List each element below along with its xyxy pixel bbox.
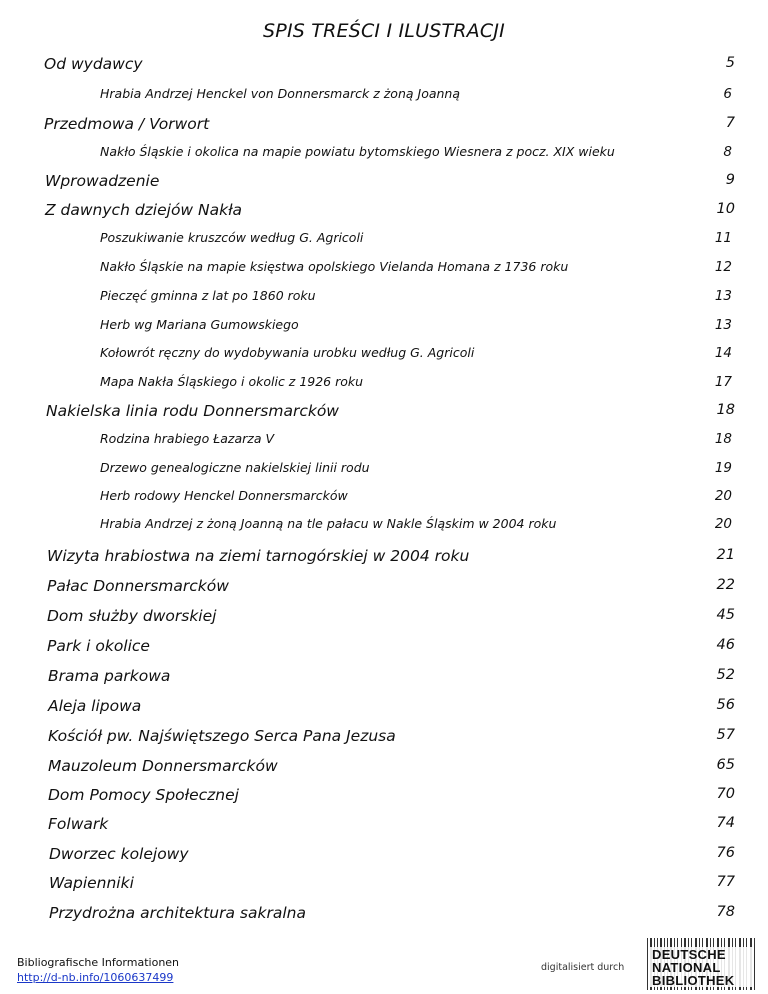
digitalized-by-label: digitalisiert durch — [541, 962, 625, 973]
toc-entry[interactable] — [0, 874, 768, 898]
toc-entry-title: Wprowadzenie — [45, 172, 160, 190]
dnb-line-3: BIBLIOTHEK — [652, 973, 735, 988]
toc-entry-page-number: 13 — [714, 317, 732, 333]
toc-entry-page-number: 57 — [716, 727, 735, 743]
toc-entry-page-number: 56 — [716, 697, 735, 713]
toc-entry-title: Park i okolice — [47, 637, 150, 655]
toc-entry-page-number: 8 — [723, 144, 732, 160]
toc-entry-page-number: 9 — [725, 172, 735, 188]
toc-entry[interactable] — [0, 637, 768, 661]
toc-entry-page-number: 21 — [716, 547, 735, 563]
dnb-line-2: NATIONAL — [652, 960, 721, 975]
toc-entry-page-number: 52 — [716, 667, 735, 683]
toc-entry-page-number: 13 — [714, 288, 732, 304]
dnb-record-link[interactable]: http://d-nb.info/1060637499 — [17, 971, 174, 984]
toc-title: SPIS TREŚCI I ILUSTRACJI — [263, 20, 505, 42]
toc-entry[interactable] — [0, 727, 768, 751]
toc-entry-page-number: 7 — [725, 115, 735, 131]
toc-entry-title: Od wydawcy — [44, 55, 143, 73]
toc-entry[interactable] — [0, 374, 768, 398]
toc-entry-title: Kołowrót ręczny do wydobywania urobku według G. Agricoli — [100, 345, 475, 360]
toc-entry-title: Dworzec kolejowy — [49, 845, 189, 863]
toc-entry[interactable] — [0, 607, 768, 631]
toc-entry-page-number: 77 — [716, 874, 735, 890]
toc-entry[interactable] — [0, 786, 768, 810]
toc-entry[interactable] — [0, 144, 768, 168]
toc-entry[interactable] — [0, 547, 768, 571]
toc-entry[interactable] — [0, 288, 768, 312]
toc-entry-page-number: 19 — [714, 460, 732, 476]
dnb-wordmark — [652, 948, 734, 987]
toc-entry-page-number: 20 — [714, 488, 732, 504]
toc-entry[interactable] — [0, 55, 768, 79]
toc-entry-page-number: 10 — [716, 201, 735, 217]
toc-entry-title: Przydrożna architektura sakralna — [49, 904, 306, 922]
toc-entry-page-number: 12 — [714, 259, 732, 275]
toc-entry-title: Pałac Donnersmarcków — [47, 577, 229, 595]
toc-entry-page-number: 11 — [714, 230, 732, 246]
toc-entry-title: Nakło Śląskie na mapie księstwa opolskiego Vielanda Homana z 1736 roku — [100, 259, 569, 274]
toc-entry-title: Wapienniki — [49, 874, 134, 892]
toc-entry-title: Brama parkowa — [48, 667, 171, 685]
toc-entry-title: Nakło Śląskie i okolica na mapie powiatu bytomskiego Wiesnera z pocz. XIX wieku — [100, 144, 615, 159]
toc-entry-page-number: 22 — [716, 577, 735, 593]
toc-entry-title: Przedmowa / Vorwort — [44, 115, 210, 133]
toc-entry-title: Hrabia Andrzej Henckel von Donnersmarck z żoną Joanną — [100, 86, 461, 101]
toc-entry-page-number: 18 — [716, 402, 735, 418]
dnb-line-1: DEUTSCHE — [652, 947, 726, 962]
toc-entry-title: Kościół pw. Najświętszego Serca Pana Jezusa — [48, 727, 396, 745]
toc-entry[interactable] — [0, 86, 768, 110]
toc-entry-page-number: 18 — [714, 431, 732, 447]
toc-entry[interactable] — [0, 757, 768, 781]
toc-entry-page-number: 5 — [725, 55, 735, 71]
toc-entry[interactable] — [0, 460, 768, 484]
bib-info-label: Bibliografische Informationen — [17, 956, 180, 969]
toc-entry[interactable] — [0, 115, 768, 139]
toc-entry[interactable] — [0, 667, 768, 691]
toc-entry-title: Dom Pomocy Społecznej — [48, 786, 239, 804]
toc-entry-page-number: 17 — [714, 374, 732, 390]
toc-entry[interactable] — [0, 904, 768, 928]
toc-entry-title: Aleja lipowa — [48, 697, 142, 715]
toc-entry-title: Pieczęć gminna z lat po 1860 roku — [100, 288, 316, 303]
toc-entry[interactable] — [0, 172, 768, 196]
toc-entry-page-number: 65 — [716, 757, 735, 773]
toc-entry-title: Hrabia Andrzej z żoną Joanną na tle pałacu w Nakle Śląskim w 2004 roku — [100, 516, 557, 531]
toc-entry[interactable] — [0, 345, 768, 369]
toc-entry[interactable] — [0, 431, 768, 455]
toc-entry[interactable] — [0, 815, 768, 839]
toc-entry-page-number: 6 — [723, 86, 732, 102]
toc-entry[interactable] — [0, 845, 768, 869]
toc-entry-title: Mauzoleum Donnersmarcków — [48, 757, 278, 775]
toc-entry-title: Nakielska linia rodu Donnersmarcków — [46, 402, 339, 420]
toc-entry-page-number: 70 — [716, 786, 735, 802]
toc-entry-title: Dom służby dworskiej — [47, 607, 217, 625]
toc-entry[interactable] — [0, 402, 768, 426]
toc-entry-page-number: 74 — [716, 815, 735, 831]
toc-entry-page-number: 46 — [716, 637, 735, 653]
toc-entry-title: Rodzina hrabiego Łazarza V — [100, 431, 275, 446]
toc-entry[interactable] — [0, 230, 768, 254]
toc-entry[interactable] — [0, 259, 768, 283]
toc-entry[interactable] — [0, 697, 768, 721]
toc-entry[interactable] — [0, 488, 768, 512]
toc-entry-page-number: 76 — [716, 845, 735, 861]
toc-entry-page-number: 45 — [716, 607, 735, 623]
toc-entry-title: Herb rodowy Henckel Donnersmarcków — [100, 488, 348, 503]
toc-entry[interactable] — [0, 577, 768, 601]
toc-entry-title: Folwark — [48, 815, 109, 833]
toc-entry[interactable] — [0, 201, 768, 225]
toc-entry-title: Mapa Nakła Śląskiego i okolic z 1926 roku — [100, 374, 364, 389]
toc-entry[interactable] — [0, 317, 768, 341]
toc-entry-page-number: 78 — [716, 904, 735, 920]
toc-entry-page-number: 20 — [714, 516, 732, 532]
toc-entry-title: Drzewo genealogiczne nakielskiej linii rodu — [100, 460, 370, 475]
toc-entry[interactable] — [0, 516, 768, 540]
toc-entry-title: Z dawnych dziejów Nakła — [45, 201, 243, 219]
bibliographic-info — [17, 955, 179, 985]
toc-entry-title: Herb wg Mariana Gumowskiego — [100, 317, 299, 332]
toc-entry-title: Poszukiwanie kruszców według G. Agricoli — [100, 230, 364, 245]
toc-entry-page-number: 14 — [714, 345, 732, 361]
toc-entry-title: Wizyta hrabiostwa na ziemi tarnogórskiej w 2004 roku — [47, 547, 470, 565]
